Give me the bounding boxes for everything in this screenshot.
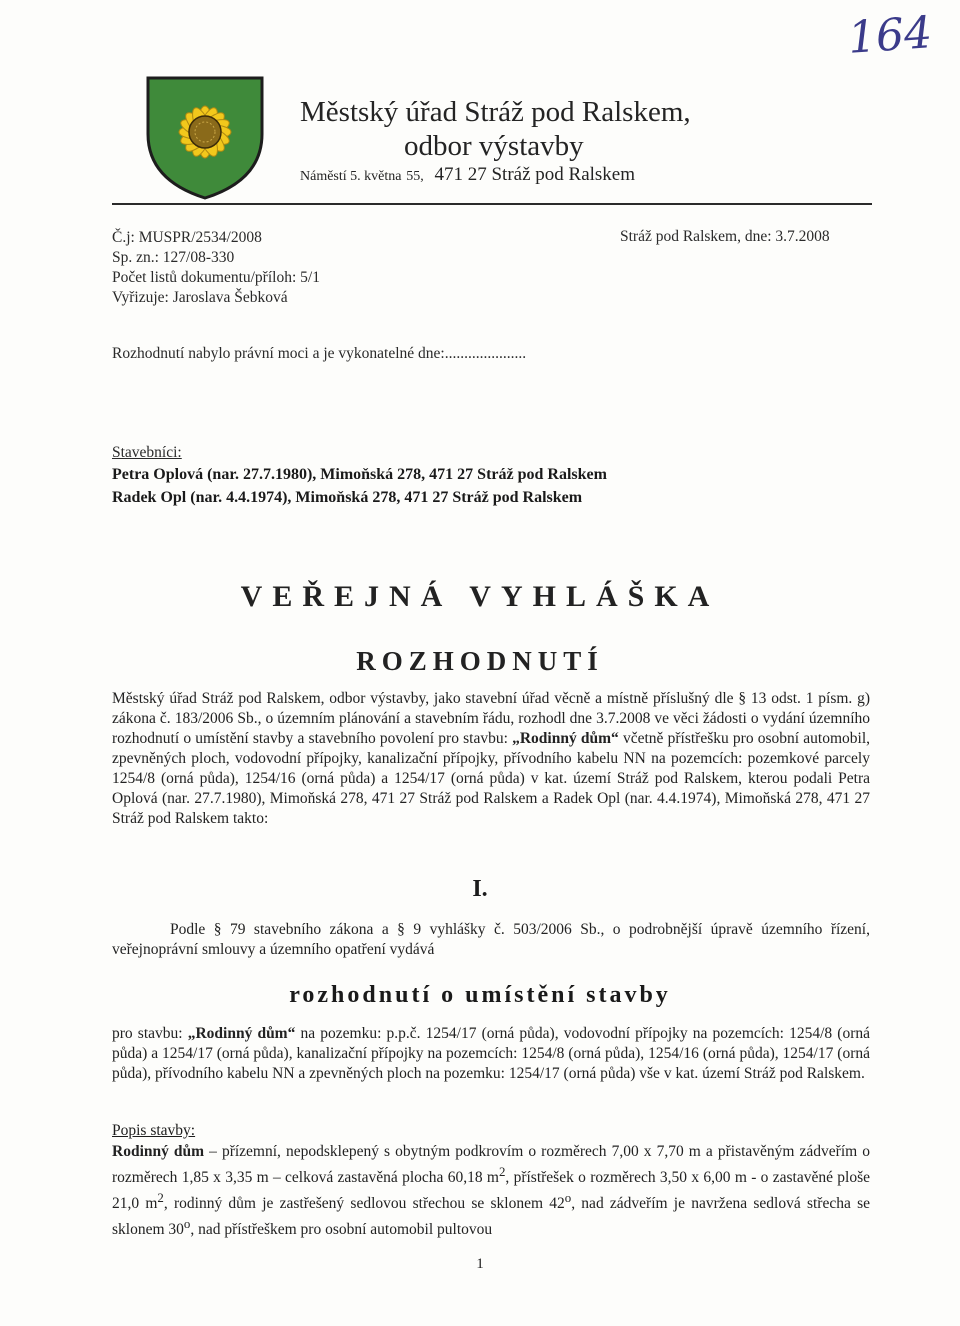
sunflower-crest-icon (140, 72, 270, 202)
reference-handler: Vyřizuje: Jaroslava Šebková (112, 289, 288, 306)
address-number: 55, (406, 169, 424, 184)
intro-building-name: „Rodinný dům“ (512, 730, 619, 747)
builders-label: Stavebníci: (112, 444, 182, 461)
document-date: Stráž pod Ralskem, dne: 3.7.2008 (620, 228, 830, 245)
description-text-e: , nad přístřeškem pro osobní automobil pultovou (190, 1221, 493, 1239)
intro-text-2: včetně přístřešku pro osobní automobil, zpevněných ploch, vodovodní přípojky, kanalizační přípojky, přívodního kabelu NN na pozemcích: pozemkové parcely 1254/8 (orná půda), 1254/16 (orná půda) a 1254/17 (orná půda) v kat. území Stráž pod Ralskem, kterou podali Petra Oplová (nar. 27.7.1980), Mimoňská 278, 471 27 Stráž pod Ralskem a Radek Opl (nar. 4.4.1974), Mimoňská 278, 471 27 Stráž pod Ralskem takto: (112, 730, 870, 827)
description-paragraph (112, 1142, 870, 1240)
description-text-a: – přízemní, nepodsklepený s obytným podkrovím o rozměrech 7,00 x 7,70 m a přistavěným zádveřím o rozměrech 1,85 x 3,35 m – celková zastavěná plocha 60,18 m (112, 1143, 871, 1187)
section-number: I. (472, 876, 488, 902)
office-department: odbor výstavby (404, 130, 584, 162)
decision-heading: ROZHODNUTÍ (356, 646, 604, 676)
address-city: 471 27 Stráž pod Ralskem (434, 164, 636, 185)
superscript-2: 2 (498, 1164, 506, 1179)
degree-sign-2: o (183, 1216, 191, 1232)
building-name: „Rodinný dům“ (187, 1025, 296, 1042)
legal-effect-line: Rozhodnutí nabylo právní moci a je vykonatelné dne:..................... (112, 345, 527, 362)
degree-sign: o (564, 1190, 572, 1206)
reference-spzn: Sp. zn.: 127/08-330 (112, 249, 235, 266)
handwritten-page-mark: 164 (846, 7, 934, 64)
intro-paragraph (112, 689, 870, 829)
description-text-b: , přístřešek o rozměrech 3,50 x 6,00 m - o zastavěné ploše 21,0 m (112, 1169, 870, 1213)
description-building-name: Rodinný dům (112, 1143, 205, 1160)
public-notice-heading: VEŘEJNÁ VYHLÁŠKA (240, 580, 720, 613)
building-text: na pozemku: p.p.č. 1254/17 (orná půda), vodovodní přípojky na pozemcích: 1254/8 (orná půda) a 1254/17 (orná půda), kanalizační přípojky na pozemcích: 1254/8 (orná půda), 1254/16 (orná půda), 1254/17 (orná půda), přívodního kabelu NN a zpevněných ploch na pozemku: 1254/17 (orná půda) vše v kat. území Stráž pod Ralskem. (112, 1025, 871, 1082)
description-text-c: , rodinný dům je zastřešený sedlovou střechou se sklonem 42 (163, 1195, 565, 1213)
builder-2: Radek Opl (nar. 4.4.1974), Mimoňská 278, 471 27 Stráž pod Ralskem (112, 489, 583, 506)
reference-pages: Počet listů dokumentu/příloh: 5/1 (112, 269, 320, 286)
decision-title: rozhodnutí o umístění stavby (289, 982, 671, 1008)
page-number: 1 (476, 1256, 484, 1272)
description-label: Popis stavby: (112, 1122, 196, 1139)
intro-text-1: Městský úřad Stráž pod Ralskem, odbor výstavby, jako stavební úřad věcně a místně příslušný dle § 13 odst. 1 písm. g) zákona č. 183/2006 Sb., o územním plánování a stavebním řádu, rozhodl dne 3.7.2008 ve věci žádosti o vydání územního rozhodnutí o umístění stavby a stavebního povolení pro stavbu: (112, 690, 870, 747)
header-divider (112, 203, 872, 205)
reference-cj: Č.j: MUSPR/2534/2008 (112, 229, 262, 246)
office-address (300, 164, 635, 186)
builder-1: Petra Oplová (nar. 27.7.1980), Mimoňská 278, 471 27 Stráž pod Ralskem (112, 466, 607, 483)
address-square: Náměstí 5. května (300, 169, 402, 184)
legal-basis-paragraph: Podle § 79 stavebního zákona a § 9 vyhlášky č. 503/2006 Sb., o podrobnější úpravě územního řízení, veřejnoprávní smlouvy a územního opatření vydává (112, 921, 870, 958)
building-prefix: pro stavbu: (112, 1025, 188, 1042)
building-paragraph (112, 1024, 870, 1084)
description-text-d: , nad zádveřím je navržena sedlová střecha se sklonem 30 (112, 1195, 870, 1239)
office-title: Městský úřad Stráž pod Ralskem, (300, 96, 691, 128)
reference-block (112, 228, 320, 308)
superscript-2b: 2 (157, 1190, 164, 1206)
